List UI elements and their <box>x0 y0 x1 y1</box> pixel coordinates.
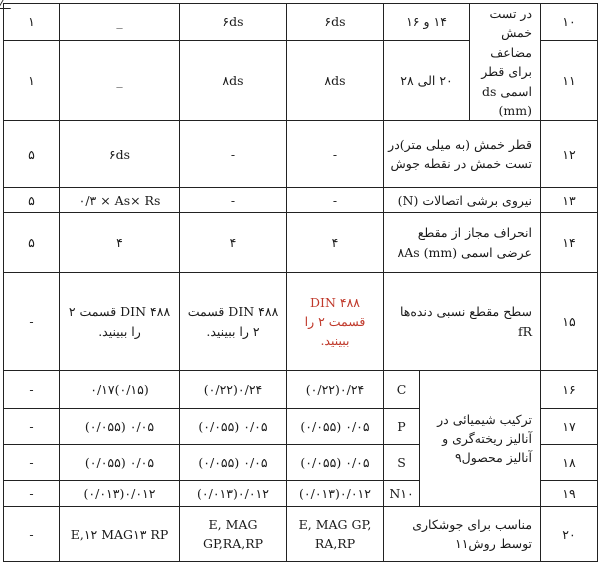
value-col2: ۰/۲۴(۰/۲۲) <box>180 371 287 409</box>
value-col3: _ <box>60 40 180 120</box>
value-col4: - <box>4 273 60 371</box>
row-number: ۲۰ <box>541 507 598 562</box>
value-col3: DIN ۴۸۸ قسمت ۲ را ببینید. <box>60 273 180 371</box>
row-number: ۱۲ <box>541 121 598 188</box>
table-row <box>4 213 598 273</box>
value-col4: - <box>4 445 60 481</box>
value-col1: ۶ds <box>287 4 384 41</box>
value-col1: DIN ۴۸۸ قسمت ۲ را ببینید. <box>287 273 384 371</box>
row-number: ۱۰ <box>541 4 598 41</box>
row-description: سطح مقطع نسبی دنده‌ها fR <box>384 273 541 371</box>
value-col4: - <box>4 481 60 507</box>
value-col1: ۰/۰۵ (۰/۰۵۵) <box>287 445 384 481</box>
table-row <box>4 273 598 371</box>
value-col2: ۰/۰۱۲(۰/۰۱۳) <box>180 481 287 507</box>
value-col3: ۰/۳ × As× Rs <box>60 188 180 213</box>
value-col4: - <box>4 409 60 445</box>
value-col2: ۶ds <box>180 4 287 41</box>
row-description: ترکیب شیمیائی در آنالیز ریخته‌گری و آنالیز محصول۹ <box>420 371 541 507</box>
value-col1: ۰/۰۵ (۰/۰۵۵) <box>287 409 384 445</box>
value-col2: - <box>180 121 287 188</box>
row-description: نیروی برشی اتصالات (N) <box>384 188 541 213</box>
diameter-range: ۱۴ و ۱۶ <box>384 4 470 41</box>
value-col1: E, MAG GP, RA,RP <box>287 507 384 562</box>
value-col3: E,۱۲ MAG۱۳ RP <box>60 507 180 562</box>
element-symbol: P <box>384 409 420 445</box>
row-description: انحراف مجاز از مقطع عرضی اسمی ۸As (mm) <box>384 213 541 273</box>
value-col2: - <box>180 188 287 213</box>
row-number: ۱۳ <box>541 188 598 213</box>
diameter-range: ۲۰ الی ۲۸ <box>384 40 470 120</box>
value-col4: ۱ <box>4 4 60 41</box>
row-number: ۱۹ <box>541 481 598 507</box>
value-col3: ۶ds <box>60 121 180 188</box>
value-col1: ۰/۰۱۲(۰/۰۱۳) <box>287 481 384 507</box>
value-col1: ۸ds <box>287 40 384 120</box>
row-description: در تست خمش مضاعف برای قطر اسمی ds (mm) <box>470 4 541 121</box>
table-row <box>4 4 598 41</box>
value-col4: ۵ <box>4 121 60 188</box>
value-col3: ۰/۰۱۲(۰/۰۱۳) <box>60 481 180 507</box>
value-col2: E, MAG GP,RA,RP <box>180 507 287 562</box>
table-row <box>4 121 598 188</box>
value-col3: _ <box>60 4 180 41</box>
value-col2: ۴ <box>180 213 287 273</box>
value-col4: - <box>4 507 60 562</box>
element-symbol: N۱۰ <box>384 481 420 507</box>
specification-table <box>3 3 598 562</box>
row-number: ۱۸ <box>541 445 598 481</box>
row-number: ۱۵ <box>541 273 598 371</box>
row-number: ۱۱ <box>541 40 598 120</box>
value-col2: ۰/۰۵ (۰/۰۵۵) <box>180 445 287 481</box>
value-col3: ۰/۰۵ (۰/۰۵۵) <box>60 445 180 481</box>
value-col3: (۰/۱۵)۰/۱۷ <box>60 371 180 409</box>
value-col2: ۰/۰۵ (۰/۰۵۵) <box>180 409 287 445</box>
value-col1: ۰/۲۴(۰/۲۲) <box>287 371 384 409</box>
table-row <box>4 507 598 562</box>
value-col4: ۵ <box>4 188 60 213</box>
value-col4: ۱ <box>4 40 60 120</box>
row-number: ۱۷ <box>541 409 598 445</box>
row-description: مناسب برای جوشکاری توسط روش۱۱ <box>384 507 541 562</box>
element-symbol: S <box>384 445 420 481</box>
row-number: ۱۶ <box>541 371 598 409</box>
value-col4: ۵ <box>4 213 60 273</box>
table-row <box>4 188 598 213</box>
value-col2: DIN ۴۸۸ قسمت ۲ را ببینید. <box>180 273 287 371</box>
row-number: ۱۴ <box>541 213 598 273</box>
value-col3: ۰/۰۵ (۰/۰۵۵) <box>60 409 180 445</box>
value-col3: ۴ <box>60 213 180 273</box>
value-col1: - <box>287 121 384 188</box>
table-row <box>4 371 598 409</box>
value-col4: - <box>4 371 60 409</box>
value-col2: ۸ds <box>180 40 287 120</box>
element-symbol: C <box>384 371 420 409</box>
row-description: قطر خمش (به میلی متر)در تست خمش در نقطه جوش <box>384 121 541 188</box>
value-col1: - <box>287 188 384 213</box>
value-col1: ۴ <box>287 213 384 273</box>
